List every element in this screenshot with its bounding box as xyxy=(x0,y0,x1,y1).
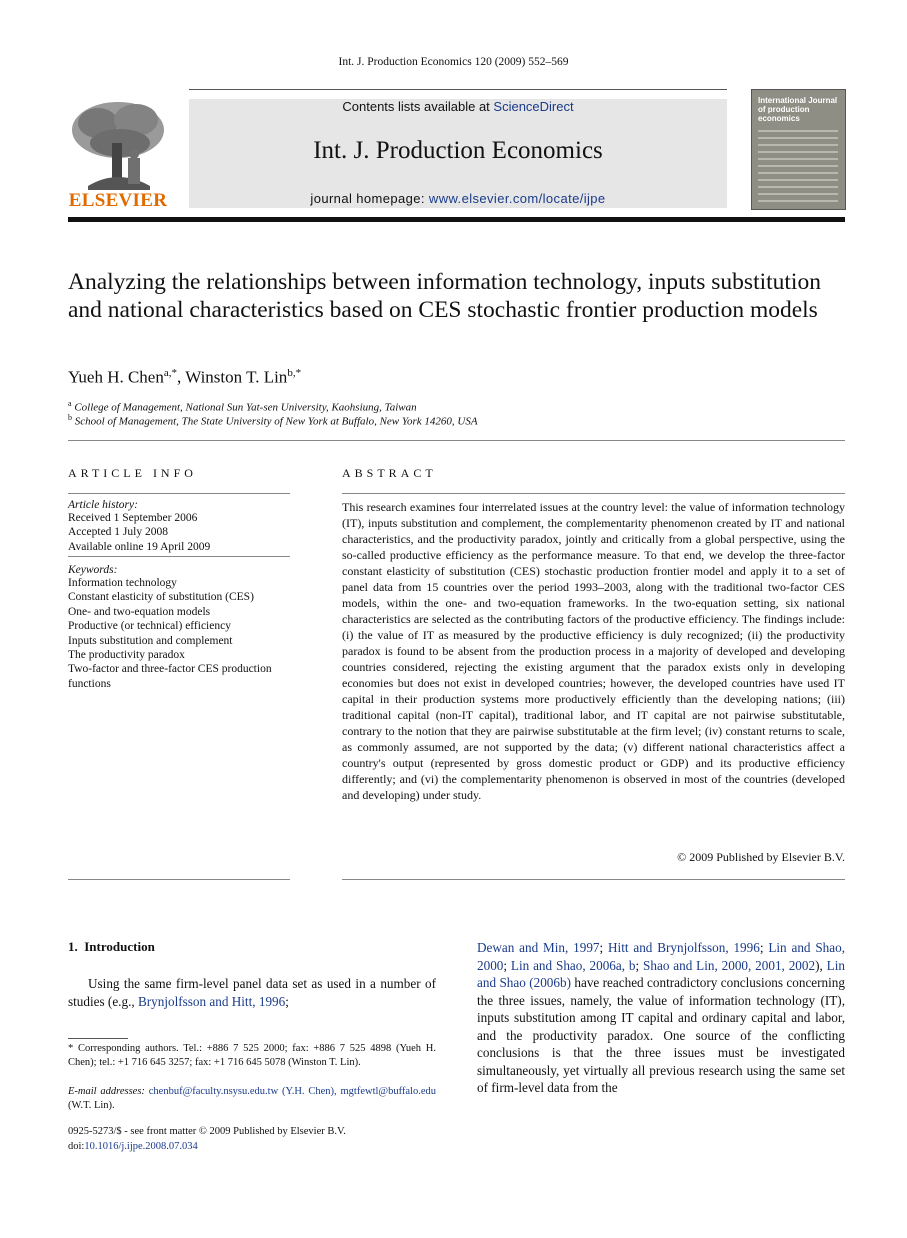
author-line xyxy=(68,367,301,388)
journal-cover-thumbnail xyxy=(751,89,846,210)
homepage-link[interactable]: www.elsevier.com/locate/ijpe xyxy=(428,191,606,206)
abstract-copyright: © 2009 Published by Elsevier B.V. xyxy=(677,850,845,864)
footnote-corresponding xyxy=(68,1042,436,1071)
intro-text: have reached contradictory conclusions concerning the three issues, namely, the value of information technology (IT), inputs substitution among IT capital and ordinary capital and labor, and the productivity paradox. One source of the conflicting conclusions is that the three issues must be investigated simultaneously, yet virtually all previous research using the same set of firm-level data from the xyxy=(477,975,845,1095)
affiliation-a xyxy=(68,399,417,414)
issn-line: 0925-5273/$ - see front matter © 2009 Published by Elsevier B.V. xyxy=(68,1126,346,1137)
received-date: Received 1 September 2006 xyxy=(68,512,198,524)
history-rule xyxy=(68,556,290,557)
abstract-heading: ABSTRACT xyxy=(342,466,437,480)
abstract-bottom-rule xyxy=(342,879,845,880)
citation-separator: ; xyxy=(759,940,769,955)
keyword: Inputs substitution and complement xyxy=(68,634,233,647)
author-2-marks: b,* xyxy=(287,367,302,379)
author-1-marks: a,* xyxy=(163,367,177,379)
author-separator: , xyxy=(177,367,186,387)
keyword: Information technology xyxy=(68,577,177,589)
header-thick-rule xyxy=(68,217,845,222)
journal-banner xyxy=(189,99,727,208)
footnote-rule xyxy=(68,1038,128,1039)
affiliation-a-mark: a xyxy=(68,399,72,408)
affiliation-b xyxy=(68,413,478,428)
citation-separator: ), xyxy=(815,957,827,973)
intro-left-paragraph xyxy=(68,975,436,1010)
affiliation-b-text: School of Management, The State University of New York at Buffalo, New York 14260, USA xyxy=(74,415,478,428)
citation-link[interactable]: Lin and Shao, 2000 xyxy=(477,940,845,973)
affiliation-b-mark: b xyxy=(68,413,72,422)
keywords-list xyxy=(68,576,290,691)
abstract-rule xyxy=(342,493,845,494)
citation-link[interactable]: Lin and Shao (2006b) xyxy=(477,957,845,990)
citation-link[interactable]: Brynjolfsson and Hitt, 1996 xyxy=(137,993,286,1009)
footnote-text: * Corresponding authors. Tel.: +886 7 525 2000; fax: +886 7 525 4898 (Yueh H. Chen); tel.: +1 716 645 3257; fax: +1 716 645 5078 (Winston T. Lin). xyxy=(68,1043,436,1069)
keyword: Productive (or technical) efficiency xyxy=(68,620,231,633)
contents-prefix: Contents lists available at xyxy=(342,99,494,114)
doi-line xyxy=(68,1140,346,1155)
email-label: E-mail addresses: xyxy=(68,1086,149,1097)
footnote-emails xyxy=(68,1085,436,1114)
article-info-heading: ARTICLE INFO xyxy=(68,466,197,480)
authors-rule xyxy=(68,440,845,441)
keyword: The productivity paradox xyxy=(68,649,185,662)
section-title: Introduction xyxy=(84,939,155,954)
keyword: One- and two-equation models xyxy=(68,605,211,618)
keyword: Two-factor and three-factor CES production xyxy=(68,663,272,676)
cover-text-lines xyxy=(758,130,838,207)
citation-separator: ; xyxy=(635,957,644,973)
intro-text: ; xyxy=(285,993,289,1009)
elsevier-wordmark: ELSEVIER xyxy=(68,190,168,211)
history-label: Article history: xyxy=(68,499,138,511)
email-link-chen[interactable]: chenbuf@faculty.nsysu.edu.tw xyxy=(148,1086,279,1097)
online-date: Available online 19 April 2009 xyxy=(68,540,211,553)
accepted-date: Accepted 1 July 2008 xyxy=(68,526,168,539)
email-link-lin[interactable]: mgtfewtl@buffalo.edu xyxy=(340,1086,436,1097)
email-owner-chen: (Y.H. Chen), xyxy=(278,1086,337,1097)
author-2: Winston T. Lin xyxy=(185,367,288,387)
article-title: Analyzing the relationships between information technology, inputs substitution and national characteristics based on CES stochastic frontier production models xyxy=(68,269,821,323)
citation-link[interactable]: Hitt and Brynjolfsson, 1996 xyxy=(608,940,760,955)
keywords-label: Keywords: xyxy=(68,564,118,576)
keyword: Constant elasticity of substitution (CES) xyxy=(68,591,254,604)
cover-title: International Journal of production economics xyxy=(758,96,838,123)
front-matter-meta xyxy=(68,1125,346,1155)
keywords-block xyxy=(68,564,290,691)
contents-line xyxy=(189,99,727,114)
citation-link[interactable]: Dewan and Min, 1997 xyxy=(477,940,600,955)
citation-link[interactable]: Lin and Shao, 2006a, b xyxy=(510,957,636,973)
affiliation-a-text: College of Management, National Sun Yat-sen University, Kaohsiung, Taiwan xyxy=(74,401,417,414)
header-rule xyxy=(189,89,727,90)
citation-separator: ; xyxy=(503,957,511,973)
intro-text: Using the same firm-level panel data set as used in a number of studies (e.g., xyxy=(68,976,436,1009)
keyword: functions xyxy=(68,677,111,690)
homepage-line xyxy=(189,191,727,206)
article-info-bottom-rule xyxy=(68,879,290,880)
citation-separator: ; xyxy=(599,940,608,955)
intro-right-paragraph xyxy=(477,939,845,1097)
citation-link[interactable]: Shao and Lin, 2000, 2001, 2002 xyxy=(643,957,816,973)
homepage-prefix: journal homepage: xyxy=(310,191,429,206)
doi-label: doi: xyxy=(68,1140,85,1152)
author-1: Yueh H. Chen xyxy=(68,367,164,387)
doi-link[interactable]: 10.1016/j.ijpe.2008.07.034 xyxy=(84,1140,198,1152)
article-info-rule xyxy=(68,493,290,494)
journal-citation: Int. J. Production Economics 120 (2009) 552–569 xyxy=(338,56,569,68)
section-number: 1. xyxy=(68,939,78,954)
article-history xyxy=(68,499,290,554)
email-owner-lin: (W.T. Lin). xyxy=(68,1100,115,1112)
sciencedirect-link[interactable]: ScienceDirect xyxy=(493,99,574,114)
section-heading-introduction xyxy=(68,939,155,955)
abstract-text: This research examines four interrelated issues at the country level: the value of information technology (IT), inputs substitution and complement, the complementarity phenomenon created by IT and national characteristics, and the productivity paradox, jointly and critically from a global perspective, using the so-called productive efficiency as the performance measure. To that end, we develop the three-factor constant elasticity of substitution (CES) stochastic production frontier model and apply it to a set of panel data from 15 countries over the period 1993–2003, along with the traditional two-factor CES models, within the one- and two-equation frameworks. In the two-equation setting, six national characteristics are selected as the contributing factors of the productive efficiency. The findings include: (i) the value of IT as measured by the productive efficiency is duly recognized; (ii) the productivity paradox is found to be absent from the production process in a majority of developed and developing countries considered, rejecting the existing argument that the paradox exists only in developing economies but does not exist in developed countries; however, the developed countries have used IT capital in their production systems more productively efficiently than the developing nations; (iii) traditional capital (non-IT capital), traditional labor, and IT capital are not pairwise substitutable, contrary to the notion that they are pairwise substitutable at the firm level; (iv) constant returns to scale, as commonly assumed, are not supported by the data; (v) different national characteristics affect a country's output (represented by gross domestic product or GDP) and its productive efficiency differently; and (vi) the complementarity phenomenon is observed in most of the countries (developed and developing) under study. xyxy=(342,500,845,802)
journal-name: Int. J. Production Economics xyxy=(313,137,603,164)
